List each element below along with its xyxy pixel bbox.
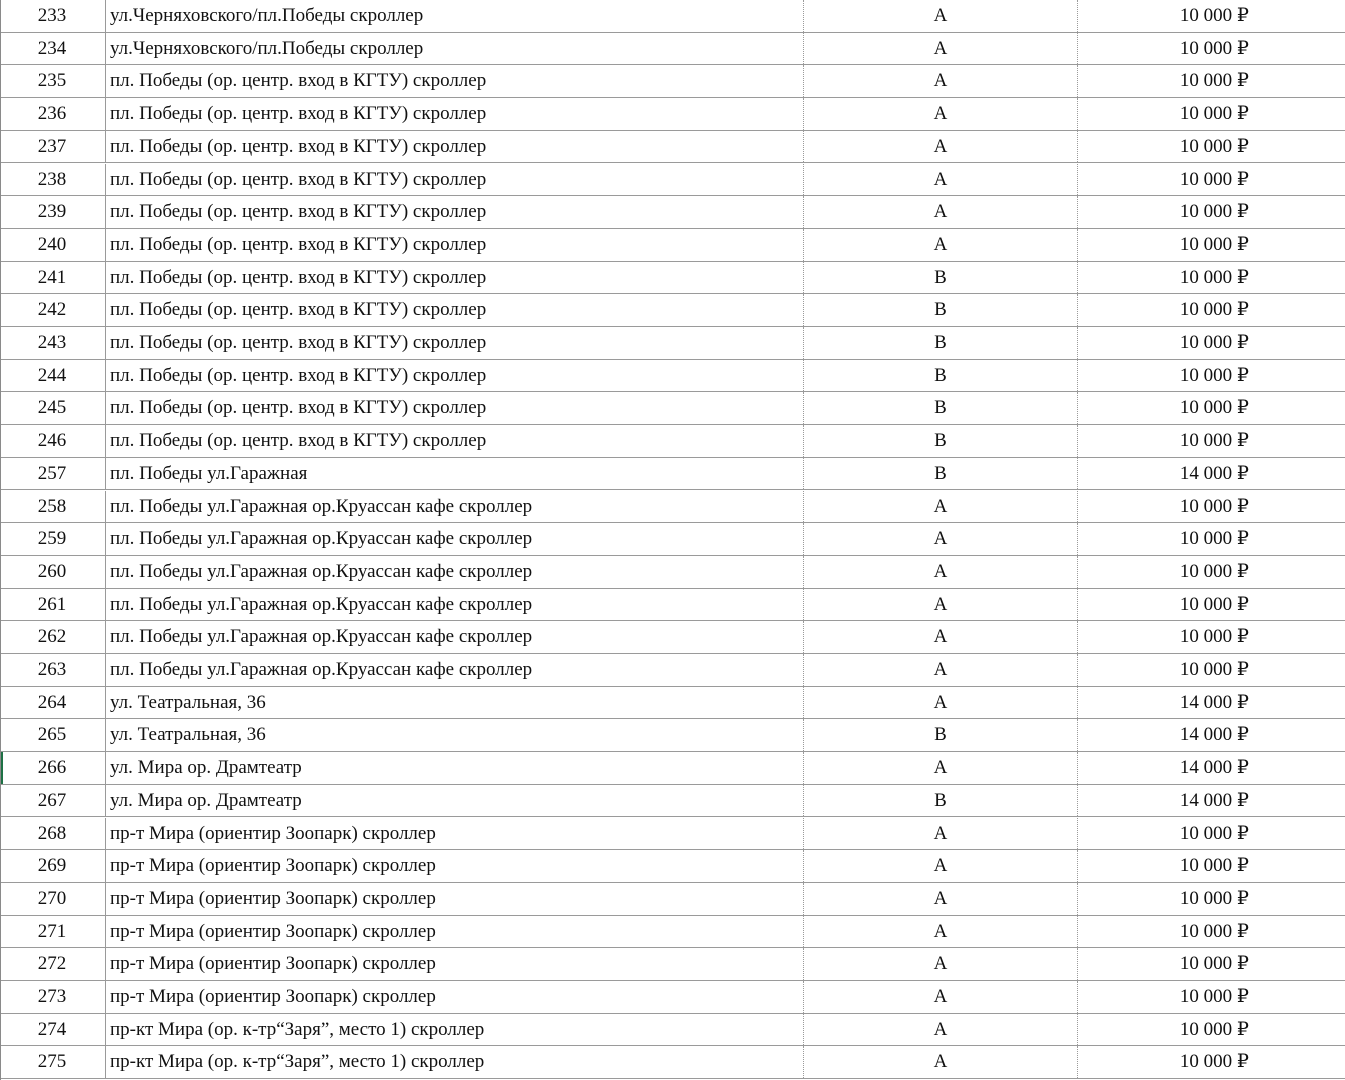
side-cell[interactable]: А xyxy=(804,33,1078,65)
price-cell[interactable]: 10 000 ₽ xyxy=(1078,392,1345,424)
price-cell[interactable]: 10 000 ₽ xyxy=(1078,948,1345,980)
table-row[interactable] xyxy=(1,392,1345,425)
row-number-cell[interactable]: 261 xyxy=(1,589,106,621)
side-cell[interactable]: В xyxy=(804,458,1078,490)
price-cell[interactable]: 10 000 ₽ xyxy=(1078,1014,1345,1046)
table-row[interactable] xyxy=(1,327,1345,360)
price-cell[interactable]: 10 000 ₽ xyxy=(1078,98,1345,130)
side-cell[interactable]: А xyxy=(804,98,1078,130)
address-cell[interactable]: пл. Победы (ор. центр. вход в КГТУ) скроллер xyxy=(106,196,804,228)
row-number-cell[interactable]: 240 xyxy=(1,229,106,261)
table-row[interactable] xyxy=(1,294,1345,327)
address-cell[interactable]: пл. Победы (ор. центр. вход в КГТУ) скроллер xyxy=(106,98,804,130)
side-cell[interactable]: А xyxy=(804,850,1078,882)
row-number-cell[interactable]: 257 xyxy=(1,458,106,490)
table-row[interactable] xyxy=(1,33,1345,66)
price-cell[interactable]: 10 000 ₽ xyxy=(1078,491,1345,523)
table-row[interactable] xyxy=(1,654,1345,687)
side-cell[interactable]: А xyxy=(804,654,1078,686)
address-cell[interactable]: пл. Победы ул.Гаражная xyxy=(106,458,804,490)
row-number-cell[interactable]: 243 xyxy=(1,327,106,359)
table-row[interactable] xyxy=(1,131,1345,164)
side-cell[interactable]: А xyxy=(804,65,1078,97)
table-row[interactable] xyxy=(1,621,1345,654)
side-cell[interactable]: В xyxy=(804,425,1078,457)
side-cell[interactable]: А xyxy=(804,981,1078,1013)
price-cell[interactable]: 10 000 ₽ xyxy=(1078,131,1345,163)
price-cell[interactable]: 10 000 ₽ xyxy=(1078,196,1345,228)
address-cell[interactable]: пр-кт Мира (ор. к-тр“Заря”, место 1) скроллер xyxy=(106,1046,804,1078)
address-cell[interactable]: пл. Победы (ор. центр. вход в КГТУ) скроллер xyxy=(106,65,804,97)
side-cell[interactable]: А xyxy=(804,589,1078,621)
address-cell[interactable]: пл. Победы (ор. центр. вход в КГТУ) скроллер xyxy=(106,327,804,359)
price-cell[interactable]: 10 000 ₽ xyxy=(1078,981,1345,1013)
table-row[interactable] xyxy=(1,1046,1345,1079)
address-cell[interactable]: пл. Победы (ор. центр. вход в КГТУ) скроллер xyxy=(106,229,804,261)
address-cell[interactable]: пр-кт Мира (ор. к-тр“Заря”, место 1) скроллер xyxy=(106,1014,804,1046)
side-cell[interactable]: А xyxy=(804,229,1078,261)
table-row[interactable] xyxy=(1,752,1345,785)
row-number-cell[interactable]: 239 xyxy=(1,196,106,228)
side-cell[interactable]: А xyxy=(804,621,1078,653)
address-cell[interactable]: пл. Победы (ор. центр. вход в КГТУ) скроллер xyxy=(106,262,804,294)
row-number-cell[interactable]: 241 xyxy=(1,262,106,294)
row-number-cell[interactable]: 234 xyxy=(1,33,106,65)
table-row[interactable] xyxy=(1,948,1345,981)
table-row[interactable] xyxy=(1,65,1345,98)
price-cell[interactable]: 10 000 ₽ xyxy=(1078,1046,1345,1078)
side-cell[interactable]: А xyxy=(804,1046,1078,1078)
price-cell[interactable]: 10 000 ₽ xyxy=(1078,262,1345,294)
price-cell[interactable]: 10 000 ₽ xyxy=(1078,360,1345,392)
address-cell[interactable]: пл. Победы (ор. центр. вход в КГТУ) скроллер xyxy=(106,164,804,196)
table-row[interactable] xyxy=(1,523,1345,556)
price-cell[interactable]: 10 000 ₽ xyxy=(1078,294,1345,326)
table-row[interactable] xyxy=(1,687,1345,720)
row-number-cell[interactable]: 242 xyxy=(1,294,106,326)
row-number-cell[interactable]: 246 xyxy=(1,425,106,457)
row-number-cell[interactable]: 269 xyxy=(1,850,106,882)
row-number-cell[interactable]: 275 xyxy=(1,1046,106,1078)
price-cell[interactable]: 14 000 ₽ xyxy=(1078,458,1345,490)
row-number-cell[interactable]: 236 xyxy=(1,98,106,130)
table-row[interactable] xyxy=(1,785,1345,818)
address-cell[interactable]: ул.Черняховского/пл.Победы скроллер xyxy=(106,33,804,65)
price-cell[interactable]: 10 000 ₽ xyxy=(1078,523,1345,555)
address-cell[interactable]: ул.Черняховского/пл.Победы скроллер xyxy=(106,0,804,32)
address-cell[interactable]: пр-т Мира (ориентир Зоопарк) скроллер xyxy=(106,883,804,915)
side-cell[interactable]: А xyxy=(804,687,1078,719)
row-number-cell[interactable]: 273 xyxy=(1,981,106,1013)
address-cell[interactable]: пр-т Мира (ориентир Зоопарк) скроллер xyxy=(106,948,804,980)
row-number-cell[interactable]: 270 xyxy=(1,883,106,915)
table-row[interactable] xyxy=(1,262,1345,295)
price-cell[interactable]: 10 000 ₽ xyxy=(1078,654,1345,686)
price-cell[interactable]: 10 000 ₽ xyxy=(1078,883,1345,915)
row-number-cell[interactable]: 244 xyxy=(1,360,106,392)
row-number-cell[interactable]: 266 xyxy=(1,752,106,784)
side-cell[interactable]: В xyxy=(804,719,1078,751)
row-number-cell[interactable]: 233 xyxy=(1,0,106,32)
side-cell[interactable]: В xyxy=(804,360,1078,392)
side-cell[interactable]: А xyxy=(804,131,1078,163)
table-row[interactable] xyxy=(1,883,1345,916)
address-cell[interactable]: пл. Победы ул.Гаражная ор.Круассан кафе скроллер xyxy=(106,654,804,686)
price-cell[interactable]: 10 000 ₽ xyxy=(1078,556,1345,588)
address-cell[interactable]: пл. Победы (ор. центр. вход в КГТУ) скроллер xyxy=(106,294,804,326)
price-cell[interactable]: 10 000 ₽ xyxy=(1078,850,1345,882)
table-row[interactable] xyxy=(1,981,1345,1014)
price-cell[interactable]: 10 000 ₽ xyxy=(1078,425,1345,457)
price-cell[interactable]: 10 000 ₽ xyxy=(1078,589,1345,621)
row-number-cell[interactable]: 259 xyxy=(1,523,106,555)
side-cell[interactable]: А xyxy=(804,196,1078,228)
address-cell[interactable]: пл. Победы ул.Гаражная ор.Круассан кафе скроллер xyxy=(106,556,804,588)
side-cell[interactable]: А xyxy=(804,948,1078,980)
table-row[interactable] xyxy=(1,818,1345,851)
price-cell[interactable]: 10 000 ₽ xyxy=(1078,164,1345,196)
address-cell[interactable]: пл. Победы ул.Гаражная ор.Круассан кафе скроллер xyxy=(106,621,804,653)
address-cell[interactable]: ул. Театральная, 36 xyxy=(106,687,804,719)
row-number-cell[interactable]: 258 xyxy=(1,491,106,523)
price-cell[interactable]: 14 000 ₽ xyxy=(1078,785,1345,817)
side-cell[interactable]: В xyxy=(804,327,1078,359)
side-cell[interactable]: А xyxy=(804,0,1078,32)
address-cell[interactable]: пл. Победы ул.Гаражная ор.Круассан кафе скроллер xyxy=(106,491,804,523)
side-cell[interactable]: В xyxy=(804,294,1078,326)
table-row[interactable] xyxy=(1,916,1345,949)
address-cell[interactable]: пр-т Мира (ориентир Зоопарк) скроллер xyxy=(106,850,804,882)
table-row[interactable] xyxy=(1,98,1345,131)
address-cell[interactable]: пл. Победы (ор. центр. вход в КГТУ) скроллер xyxy=(106,392,804,424)
side-cell[interactable]: В xyxy=(804,262,1078,294)
table-row[interactable] xyxy=(1,360,1345,393)
address-cell[interactable]: пл. Победы ул.Гаражная ор.Круассан кафе скроллер xyxy=(106,589,804,621)
table-row[interactable] xyxy=(1,589,1345,622)
address-cell[interactable]: пр-т Мира (ориентир Зоопарк) скроллер xyxy=(106,981,804,1013)
row-number-cell[interactable]: 264 xyxy=(1,687,106,719)
table-row[interactable] xyxy=(1,719,1345,752)
row-number-cell[interactable]: 237 xyxy=(1,131,106,163)
table-row[interactable] xyxy=(1,0,1345,33)
side-cell[interactable]: А xyxy=(804,752,1078,784)
address-cell[interactable]: пр-т Мира (ориентир Зоопарк) скроллер xyxy=(106,818,804,850)
address-cell[interactable]: пл. Победы (ор. центр. вход в КГТУ) скроллер xyxy=(106,360,804,392)
row-number-cell[interactable]: 245 xyxy=(1,392,106,424)
address-cell[interactable]: пл. Победы ул.Гаражная ор.Круассан кафе скроллер xyxy=(106,523,804,555)
table-row[interactable] xyxy=(1,458,1345,491)
side-cell[interactable]: А xyxy=(804,916,1078,948)
price-cell[interactable]: 14 000 ₽ xyxy=(1078,752,1345,784)
table-row[interactable] xyxy=(1,491,1345,524)
row-number-cell[interactable]: 235 xyxy=(1,65,106,97)
address-cell[interactable]: ул. Театральная, 36 xyxy=(106,719,804,751)
side-cell[interactable]: А xyxy=(804,164,1078,196)
row-number-cell[interactable]: 265 xyxy=(1,719,106,751)
row-number-cell[interactable]: 260 xyxy=(1,556,106,588)
table-row[interactable] xyxy=(1,196,1345,229)
address-cell[interactable]: ул. Мира ор. Драмтеатр xyxy=(106,752,804,784)
row-number-cell[interactable]: 263 xyxy=(1,654,106,686)
price-cell[interactable]: 10 000 ₽ xyxy=(1078,229,1345,261)
side-cell[interactable]: А xyxy=(804,491,1078,523)
address-cell[interactable]: пл. Победы (ор. центр. вход в КГТУ) скроллер xyxy=(106,131,804,163)
row-number-cell[interactable]: 272 xyxy=(1,948,106,980)
table-row[interactable] xyxy=(1,425,1345,458)
price-cell[interactable]: 10 000 ₽ xyxy=(1078,0,1345,32)
row-number-cell[interactable]: 267 xyxy=(1,785,106,817)
price-cell[interactable]: 14 000 ₽ xyxy=(1078,719,1345,751)
table-row[interactable] xyxy=(1,164,1345,197)
row-number-cell[interactable]: 238 xyxy=(1,164,106,196)
side-cell[interactable]: В xyxy=(804,785,1078,817)
price-cell[interactable]: 10 000 ₽ xyxy=(1078,33,1345,65)
price-cell[interactable]: 10 000 ₽ xyxy=(1078,818,1345,850)
table-row[interactable] xyxy=(1,229,1345,262)
address-cell[interactable]: ул. Мира ор. Драмтеатр xyxy=(106,785,804,817)
row-number-cell[interactable]: 274 xyxy=(1,1014,106,1046)
table-row[interactable] xyxy=(1,1014,1345,1047)
row-number-cell[interactable]: 268 xyxy=(1,818,106,850)
side-cell[interactable]: А xyxy=(804,556,1078,588)
price-cell[interactable]: 14 000 ₽ xyxy=(1078,687,1345,719)
side-cell[interactable]: А xyxy=(804,1014,1078,1046)
side-cell[interactable]: А xyxy=(804,818,1078,850)
price-cell[interactable]: 10 000 ₽ xyxy=(1078,327,1345,359)
row-number-cell[interactable]: 271 xyxy=(1,916,106,948)
table-row[interactable] xyxy=(1,850,1345,883)
side-cell[interactable]: В xyxy=(804,392,1078,424)
side-cell[interactable]: А xyxy=(804,883,1078,915)
address-cell[interactable]: пл. Победы (ор. центр. вход в КГТУ) скроллер xyxy=(106,425,804,457)
price-cell[interactable]: 10 000 ₽ xyxy=(1078,916,1345,948)
row-number-cell[interactable]: 262 xyxy=(1,621,106,653)
price-cell[interactable]: 10 000 ₽ xyxy=(1078,621,1345,653)
side-cell[interactable]: А xyxy=(804,523,1078,555)
address-cell[interactable]: пр-т Мира (ориентир Зоопарк) скроллер xyxy=(106,916,804,948)
table-row[interactable] xyxy=(1,556,1345,589)
price-cell[interactable]: 10 000 ₽ xyxy=(1078,65,1345,97)
